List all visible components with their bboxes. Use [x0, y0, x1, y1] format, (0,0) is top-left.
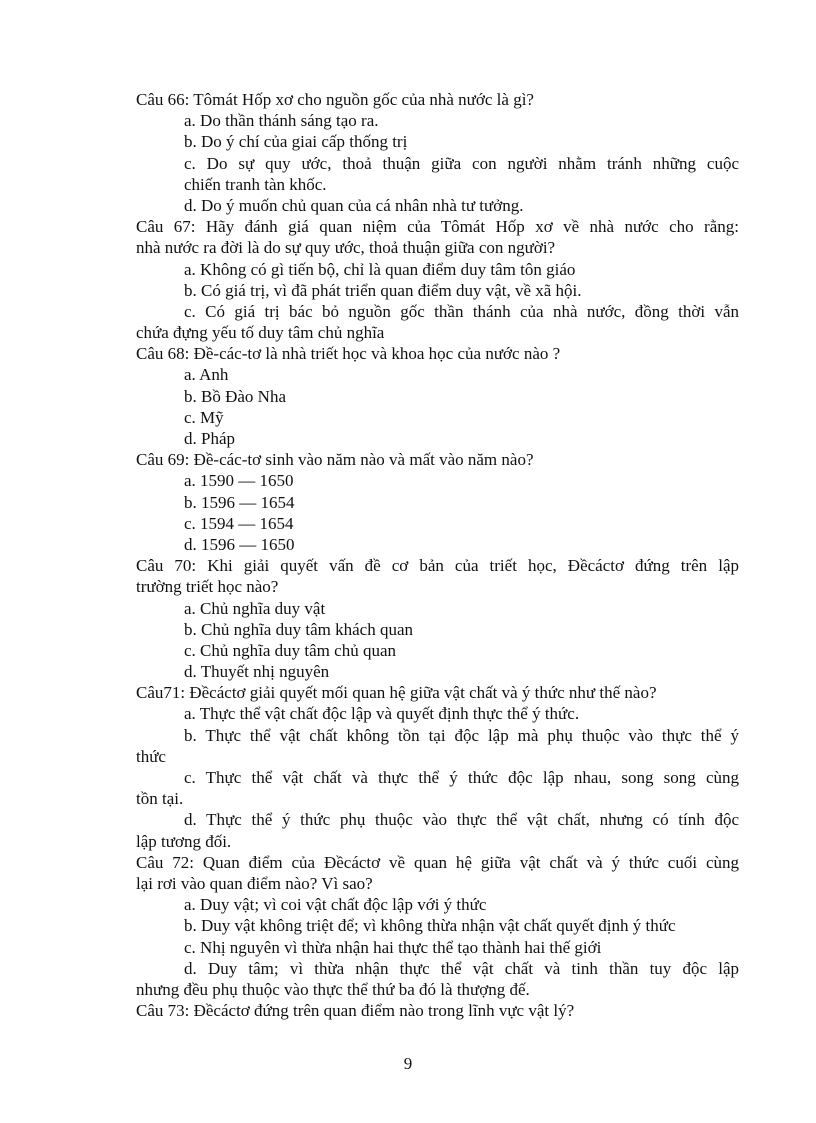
- answer-line: chiến tranh tàn khốc.: [184, 174, 327, 194]
- question-line: Câu 70: Khi giải quyết vấn đề cơ bản của triết học, Đềcáctơ đứng trên lập: [136, 556, 739, 576]
- answer-line: b. Chủ nghĩa duy tâm khách quan: [184, 619, 413, 639]
- answer-line: b. Bồ Đào Nha: [184, 386, 286, 406]
- answer-line: d. Do ý muốn chủ quan của cá nhân nhà tư tưởng.: [184, 195, 524, 215]
- question-line: thức: [136, 746, 166, 766]
- answer-line: d. 1596 — 1650: [184, 534, 295, 554]
- question-line: Câu 69: Đề-các-tơ sinh vào năm nào và mất vào năm nào?: [136, 450, 534, 470]
- question-line: nhà nước ra đời là do sự quy ước, thoả thuận giữa con người?: [136, 238, 556, 258]
- question-line: Câu 72: Quan điểm của Đềcáctơ về quan hệ giữa vật chất và ý thức cuối cùng: [136, 852, 739, 872]
- question-line: Câu 66: Tômát Hốp xơ cho nguồn gốc của nhà nước là gì?: [136, 90, 534, 109]
- answer-line: a. Chủ nghĩa duy vật: [184, 598, 326, 618]
- question-line: nhưng đều phụ thuộc vào thực thể thứ ba đó là thượng đế.: [136, 979, 530, 999]
- answer-line: a. Anh: [184, 365, 229, 385]
- answer-line: c. Nhị nguyên vì thừa nhận hai thực thể tạo thành hai thế giới: [184, 937, 602, 957]
- answer-line: b. Duy vật không triệt để; vì không thừa nhận vật chất quyết định ý thức: [184, 916, 676, 936]
- question-line: Câu71: Đềcáctơ giải quyết mối quan hệ giữa vật chất và ý thức như thế nào?: [136, 683, 657, 703]
- question-line: trường triết học nào?: [136, 577, 279, 597]
- question-line: Câu 68: Đề-các-tơ là nhà triết học và khoa học của nước nào ?: [136, 344, 561, 364]
- answer-line: d. Duy tâm; vì thừa nhận thực thể vật chất và tinh thần tuy độc lập: [184, 958, 739, 978]
- answer-line: a. Thực thể vật chất độc lập và quyết định thực thể ý thức.: [184, 704, 580, 724]
- document-body: [136, 89, 739, 1021]
- answer-line: a. Duy vật; vì coi vật chất độc lập với ý thức: [184, 895, 487, 915]
- page-number: 9: [403, 1054, 413, 1073]
- answer-line: c. 1594 — 1654: [184, 513, 294, 533]
- answer-line: a. Không có gì tiến bộ, chỉ là quan điểm duy tâm tôn giáo: [184, 259, 576, 279]
- answer-line: c. Thực thể vật chất và thực thể ý thức độc lập nhau, song song cùng: [184, 768, 739, 787]
- question-line: tồn tại.: [136, 789, 184, 809]
- question-line: Câu 73: Đềcáctơ đứng trên quan điểm nào trong lĩnh vực vật lý?: [136, 1001, 575, 1021]
- answer-line: d. Pháp: [184, 429, 235, 448]
- answer-line: a. Do thần thánh sáng tạo ra.: [184, 111, 379, 131]
- question-line: lập tương đối.: [136, 831, 232, 851]
- answer-line: b. Do ý chí của giai cấp thống trị: [184, 132, 408, 152]
- answer-line: b. 1596 — 1654: [184, 492, 295, 512]
- answer-line: c. Chủ nghĩa duy tâm chủ quan: [184, 640, 396, 660]
- answer-line: c. Có giá trị bác bỏ nguồn gốc thần thánh của nhà nước, đồng thời vẫn: [184, 301, 739, 321]
- answer-line: c. Do sự quy ước, thoả thuận giữa con người nhằm tránh những cuộc: [184, 153, 739, 173]
- question-line: chứa đựng yếu tố duy tâm chủ nghĩa: [136, 323, 385, 343]
- answer-line: a. 1590 — 1650: [184, 471, 294, 491]
- question-line: Câu 67: Hãy đánh giá quan niệm của Tômát Hốp xơ về nhà nước cho rằng:: [136, 217, 739, 237]
- answer-line: d. Thuyết nhị nguyên: [184, 662, 330, 682]
- answer-line: b. Thực thể vật chất không tồn tại độc lập mà phụ thuộc vào thực thể ý: [184, 725, 739, 745]
- answer-line: d. Thực thể ý thức phụ thuộc vào thực thể vật chất, nhưng có tính độc: [184, 810, 739, 830]
- question-line: lại rơi vào quan điểm nào? Vì sao?: [136, 873, 373, 893]
- answer-line: c. Mỹ: [184, 407, 224, 427]
- answer-line: b. Có giá trị, vì đã phát triển quan điểm duy vật, về xã hội.: [184, 280, 582, 300]
